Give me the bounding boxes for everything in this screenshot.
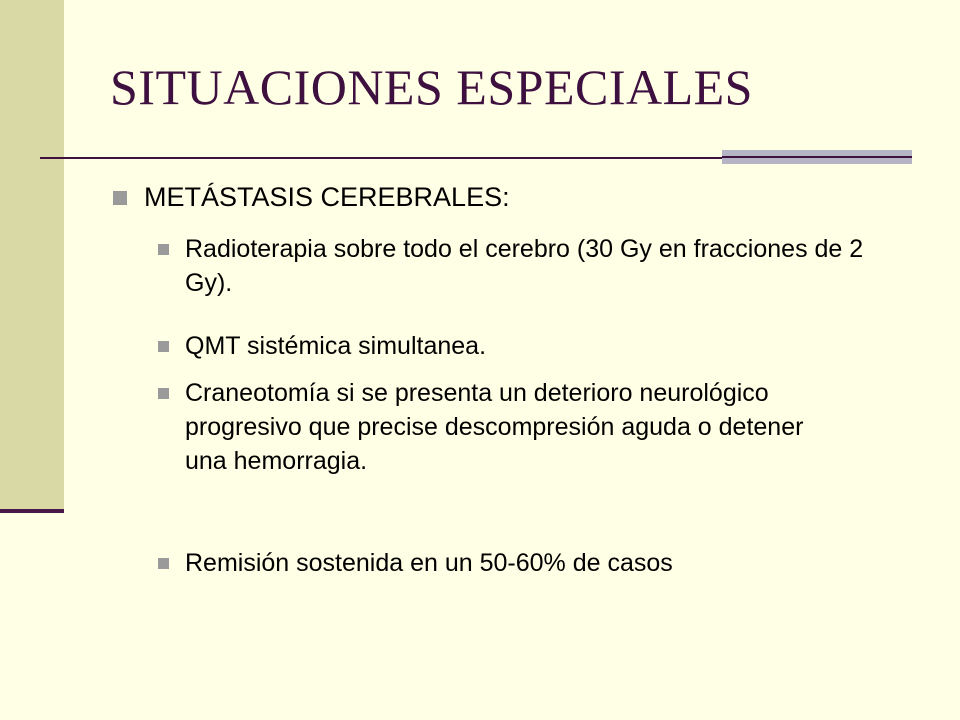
accent-bar-line	[722, 156, 912, 158]
list-item-text: Craneotomía si se presenta un deterioro neurológico progresivo que precise descompresión aguda o detener una hemorragia.	[185, 379, 804, 475]
list-item-text: Radioterapia sobre todo el cerebro (30 Gy en fracciones de 2 Gy).	[185, 235, 864, 297]
list-item-text: Remisión sostenida en un 50-60% de casos	[185, 549, 673, 577]
sub-bullet-square-icon	[158, 244, 169, 255]
left-decor-band	[0, 0, 64, 510]
sub-bullet-square-icon	[158, 388, 169, 399]
left-decor-rule	[0, 509, 64, 513]
bullet-square-icon	[113, 191, 127, 205]
list-item-text: QMT sistémica simultanea.	[185, 332, 487, 360]
sub-bullet-square-icon	[158, 341, 169, 352]
main-bullet-text: METÁSTASIS CEREBRALES:	[144, 182, 510, 212]
sub-bullet-square-icon	[158, 558, 169, 569]
slide-title: SITUACIONES ESPECIALES	[110, 59, 753, 115]
